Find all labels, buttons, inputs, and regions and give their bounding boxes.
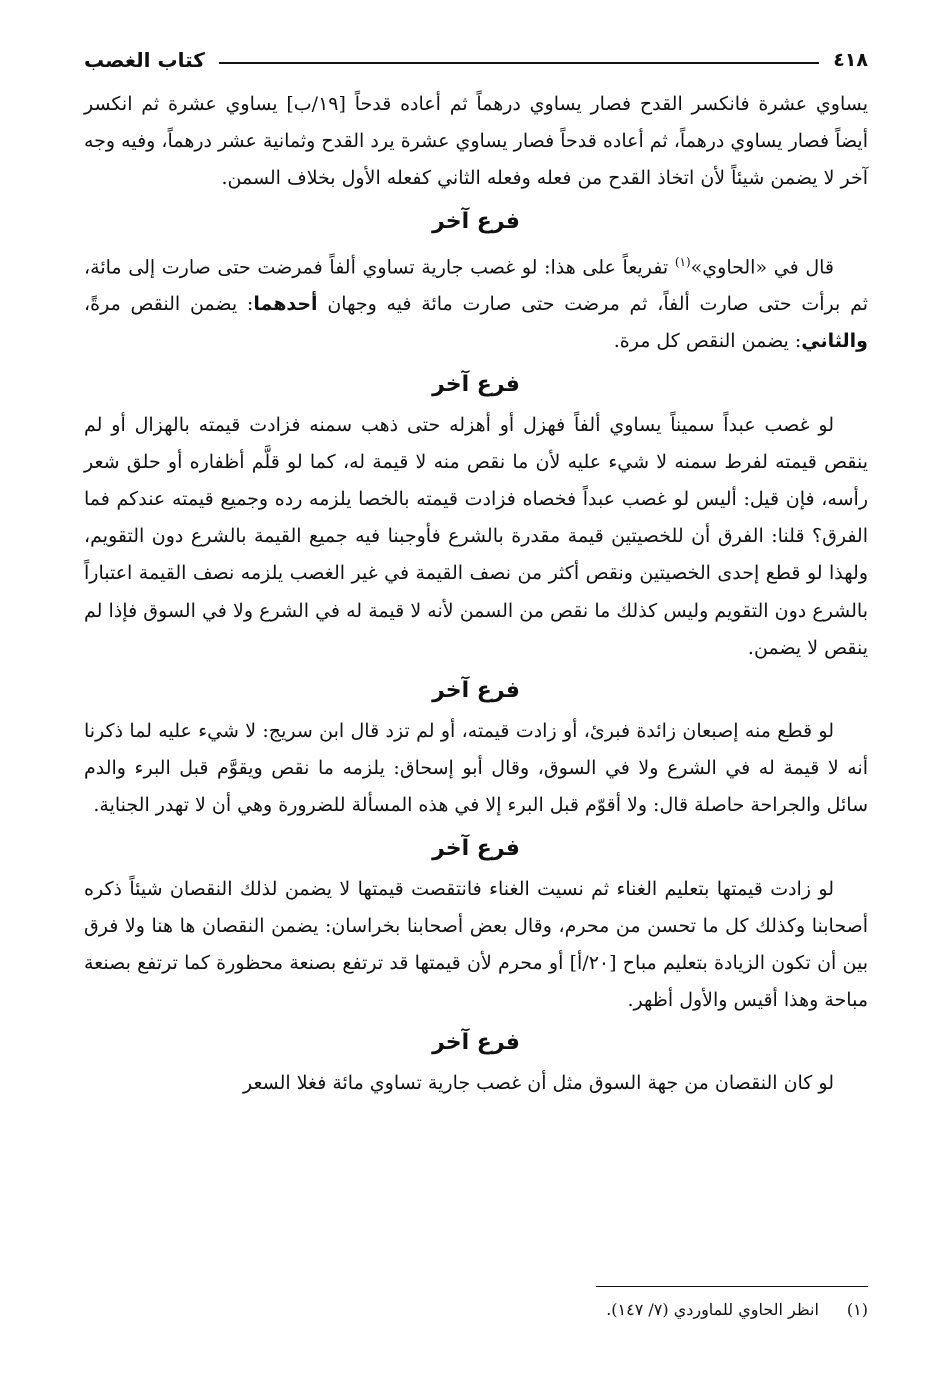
keyword-second: والثاني: [801, 330, 868, 353]
paragraph-2-part-b: تفريعاً على هذا: لو غصب جارية تساوي ألفاً فمرضت حتى صارت إلى مائة، ثم برأت حتى صارت ألفاً، ثم مرضت حتى صارت مائة فيه وجهان: [84, 255, 869, 316]
paragraph-2-part-d: : يضمن النقص كل مرة.: [613, 330, 802, 353]
footnote: [84, 1296, 868, 1324]
running-header: [84, 40, 868, 80]
paragraph-5: لو زادت قيمتها بتعليم الغناء ثم نسيت الغناء فانتقصت قيمتها لا يضمن لذلك النقصان شيئاً ذكره أصحابنا وكذلك كل ما تحسن من محرم، وقال بعض أصحابنا بخراسان: يضمن النقصان ها هنا ولا فرق بين أن تكون الزيادة بتعليم مباح [٢٠/أ] أو محرم لأن قيمتها قد ترتفع بصنعة محظورة كما ترتفع بصنعة مباحة وهذا أقيس والأول أظهر.: [84, 877, 869, 1012]
section-heading-4: فرع آخر: [432, 835, 520, 861]
paragraph-4: لو قطع منه إصبعان زائدة فبرئ، أو زادت قيمته، أو لم تزد قال ابن سريج: لا شيء عليه لما ذكرنا أنه لا قيمة له في الشرع ولا في السوق، وقال أبو إسحاق: يلزمه ما نقص ويقوَّم قبل البرء والدم سائل والجراحة حاصلة قال: ولا أقوّم قبل البرء إلا في هذه المسألة للضرورة وهي أن لا تهدر الجناية.: [84, 719, 868, 817]
book-title: كتاب الغصب: [84, 48, 205, 72]
header-rule: [219, 62, 819, 64]
paragraph-3: لو غصب عبداً سميناً يساوي ألفاً فهزل أو أهزله حتى ذهب سمنه فزادت قيمته بالهزال أو لم ينقص قيمته لفرط سمنه لا شيء عليه لأن ما نقص منه لا قيمة له، كما لو قلَّم أظفاره أو حلق شعر رأسه، فإن قيل: أليس لو غصب عبداً فخصاه فزادت قيمته بالخصا يلزمه رده وجميع قيمته عندكم فما الفرق؟ قلنا: الفرق أن للخصيتين قيمة مقدرة بالشرع فأوجبنا فيه جميع القيمة بالشرع دون التقويم، ولهذا لو قطع إحدى الخصيتين ونقص أكثر من نصف القيمة في غير الغصب يلزمه نصف القيمة اعتباراً بالشرع دون التقويم وليس كذلك ما نقص من السمن لأنه لا قيمة له في الشرع ولا في السوق فإذا لم ينقص لا يضمن.: [84, 413, 868, 659]
footnote-number: (١): [846, 1300, 868, 1319]
body-text: [84, 86, 868, 1103]
section-heading-3: فرع آخر: [432, 677, 520, 703]
footnote-reference: (١): [674, 254, 691, 269]
section-heading-2: فرع آخر: [432, 371, 520, 397]
paragraph-6: لو كان النقصان من جهة السوق مثل أن غصب جارية تساوي مائة فغلا السعر: [243, 1072, 834, 1095]
paragraph-2: [84, 244, 868, 361]
page: [84, 40, 868, 1103]
paragraph-2-part-c: : يضمن النقص مرةً،: [84, 293, 254, 316]
section-heading-1: فرع آخر: [432, 208, 520, 234]
section-heading-5: فرع آخر: [432, 1030, 520, 1056]
paragraph-1: يساوي عشرة فانكسر القدح فصار يساوي درهماً ثم أعاده قدحاً [١٩/ب] يساوي عشرة ثم انكسر أيضاً فصار يساوي درهماً، ثم أعاده قدحاً فصار يساوي عشرة يرد القدح وثمانية عشر درهماً، وفيه وجه آخر لا يضمن شيئاً لأن اتخاذ القدح من فعله وفعله الثاني كفعله الأول بخلاف السمن.: [84, 93, 868, 190]
page-number: ٤١٨: [833, 49, 868, 71]
paragraph-2-part-a: قال في «الحاوي»: [690, 255, 835, 278]
keyword-first: أحدهما: [253, 293, 318, 316]
footnote-text: انظر الحاوي للماوردي (٧/ ١٤٧).: [606, 1300, 819, 1319]
footnote-separator: [596, 1286, 868, 1287]
